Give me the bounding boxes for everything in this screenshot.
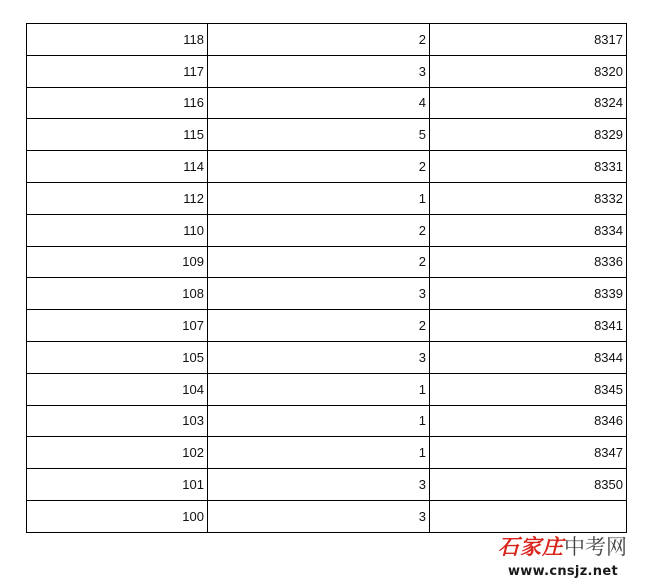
table-row: [27, 55, 627, 87]
cumulative-cell: 8346: [430, 405, 627, 437]
count-cell: 3: [208, 278, 430, 310]
count-cell: 2: [208, 24, 430, 56]
score-cell: 116: [27, 87, 208, 119]
watermark-url: www.cnsjz.net: [508, 564, 618, 579]
score-cell: 100: [27, 500, 208, 532]
cumulative-cell: 8336: [430, 246, 627, 278]
site-watermark: [498, 534, 648, 584]
score-table: [26, 23, 627, 533]
table-row: [27, 182, 627, 214]
count-cell: 1: [208, 182, 430, 214]
table-row: [27, 405, 627, 437]
table-row: [27, 437, 627, 469]
table-row: [27, 310, 627, 342]
cumulative-cell: 8347: [430, 437, 627, 469]
table-body: [27, 24, 627, 533]
count-cell: 2: [208, 310, 430, 342]
cumulative-cell: 8320: [430, 55, 627, 87]
table-row: [27, 469, 627, 501]
cumulative-cell: 8332: [430, 182, 627, 214]
count-cell: 2: [208, 214, 430, 246]
table-row: [27, 87, 627, 119]
score-cell: 114: [27, 151, 208, 183]
table-row: [27, 246, 627, 278]
score-cell: 115: [27, 119, 208, 151]
score-cell: 101: [27, 469, 208, 501]
score-cell: 109: [27, 246, 208, 278]
score-cell: 102: [27, 437, 208, 469]
table-row: [27, 214, 627, 246]
table-row: [27, 24, 627, 56]
score-cell: 104: [27, 373, 208, 405]
count-cell: 3: [208, 341, 430, 373]
score-cell: 103: [27, 405, 208, 437]
table-row: [27, 500, 627, 532]
cumulative-cell: 8341: [430, 310, 627, 342]
count-cell: 1: [208, 373, 430, 405]
cumulative-cell: 8339: [430, 278, 627, 310]
cumulative-cell: 8317: [430, 24, 627, 56]
score-cell: 108: [27, 278, 208, 310]
table-row: [27, 151, 627, 183]
cumulative-cell: 8350: [430, 469, 627, 501]
count-cell: 5: [208, 119, 430, 151]
cumulative-cell: 8329: [430, 119, 627, 151]
table-row: [27, 373, 627, 405]
count-cell: 3: [208, 500, 430, 532]
score-cell: 118: [27, 24, 208, 56]
cumulative-cell: 8331: [430, 151, 627, 183]
count-cell: 1: [208, 405, 430, 437]
score-cell: 112: [27, 182, 208, 214]
table-row: [27, 341, 627, 373]
score-cell: 110: [27, 214, 208, 246]
watermark-script-text: 石家庄: [498, 534, 564, 559]
cumulative-cell: 8344: [430, 341, 627, 373]
watermark-logo: [498, 534, 627, 561]
score-cell: 117: [27, 55, 208, 87]
count-cell: 2: [208, 151, 430, 183]
count-cell: 3: [208, 55, 430, 87]
count-cell: 3: [208, 469, 430, 501]
watermark-site-name: 中考网: [564, 535, 627, 559]
cumulative-cell: [430, 500, 627, 532]
score-cell: 105: [27, 341, 208, 373]
count-cell: 4: [208, 87, 430, 119]
cumulative-cell: 8324: [430, 87, 627, 119]
score-cell: 107: [27, 310, 208, 342]
cumulative-cell: 8334: [430, 214, 627, 246]
cumulative-cell: 8345: [430, 373, 627, 405]
table-row: [27, 278, 627, 310]
count-cell: 1: [208, 437, 430, 469]
table-row: [27, 119, 627, 151]
count-cell: 2: [208, 246, 430, 278]
